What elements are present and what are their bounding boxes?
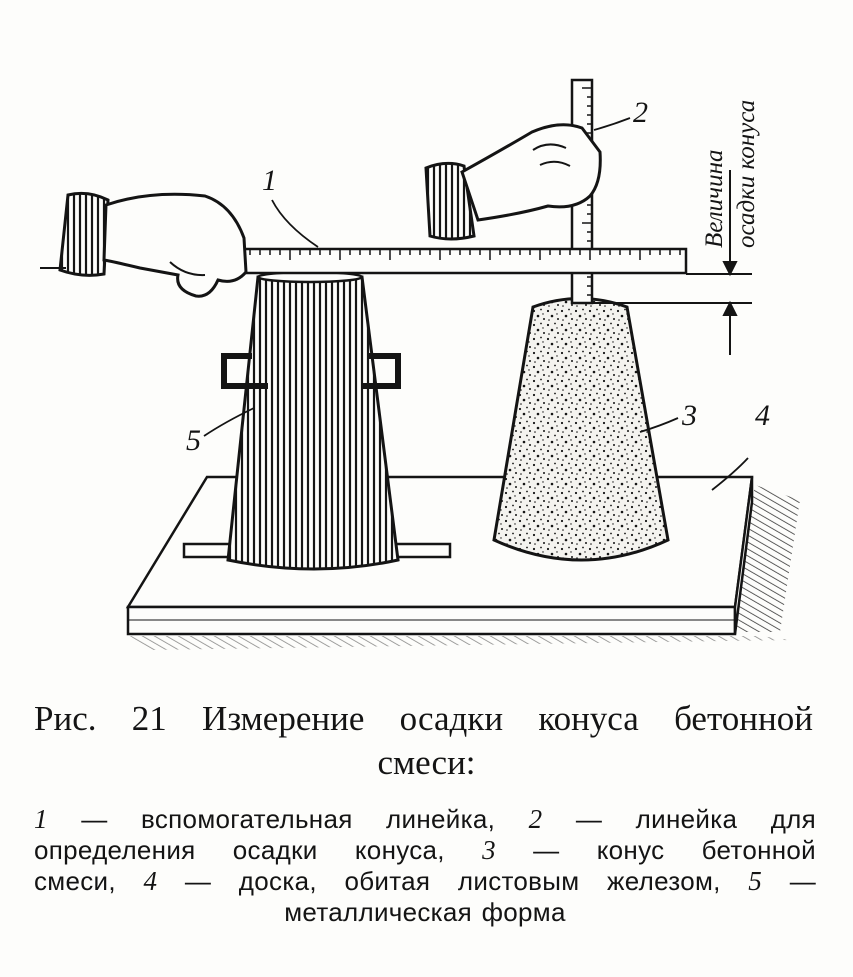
label-5: 5 xyxy=(186,424,201,457)
label-3: 3 xyxy=(682,399,697,432)
legend-line xyxy=(34,866,816,897)
legend-text-1: — вспомогательная линейка, xyxy=(47,804,529,834)
metal-cone-form xyxy=(224,272,398,569)
legend-num-2: 2 xyxy=(528,804,543,834)
left-hand xyxy=(40,193,246,296)
legend-text-3: определения осадки конуса, xyxy=(34,835,483,865)
legend-text-7: — xyxy=(762,866,816,896)
legend-num-1: 1 xyxy=(34,804,48,834)
legend-text-8: металлическая форма xyxy=(284,897,566,927)
figure-caption xyxy=(0,697,853,785)
slump-value-label-line1: Величина xyxy=(701,149,728,248)
concrete-cone xyxy=(494,299,668,561)
legend-line xyxy=(34,897,816,928)
figure-legend xyxy=(34,804,816,928)
legend-text-2: — линейка для xyxy=(542,804,817,834)
legend-num-5: 5 xyxy=(748,866,763,896)
legend-num-3: 3 xyxy=(482,835,496,865)
caption-line-1: Рис. 21 Измерение осадки конуса бетонной xyxy=(34,699,813,738)
label-1: 1 xyxy=(262,164,277,197)
legend-line xyxy=(34,835,816,866)
legend-text-4: — конус бетонной xyxy=(495,835,817,865)
label-2: 2 xyxy=(633,96,648,129)
caption-line-2: смеси: xyxy=(377,743,476,782)
legend-text-6: — доска, обитая листовым железом, xyxy=(157,866,749,896)
legend-line xyxy=(34,804,816,835)
label-4: 4 xyxy=(755,399,770,432)
auxiliary-ruler xyxy=(230,249,686,273)
slump-value-label-line2: осадки конуса xyxy=(733,99,760,248)
legend-text-5: смеси, xyxy=(34,866,144,896)
legend-num-4: 4 xyxy=(143,866,158,896)
